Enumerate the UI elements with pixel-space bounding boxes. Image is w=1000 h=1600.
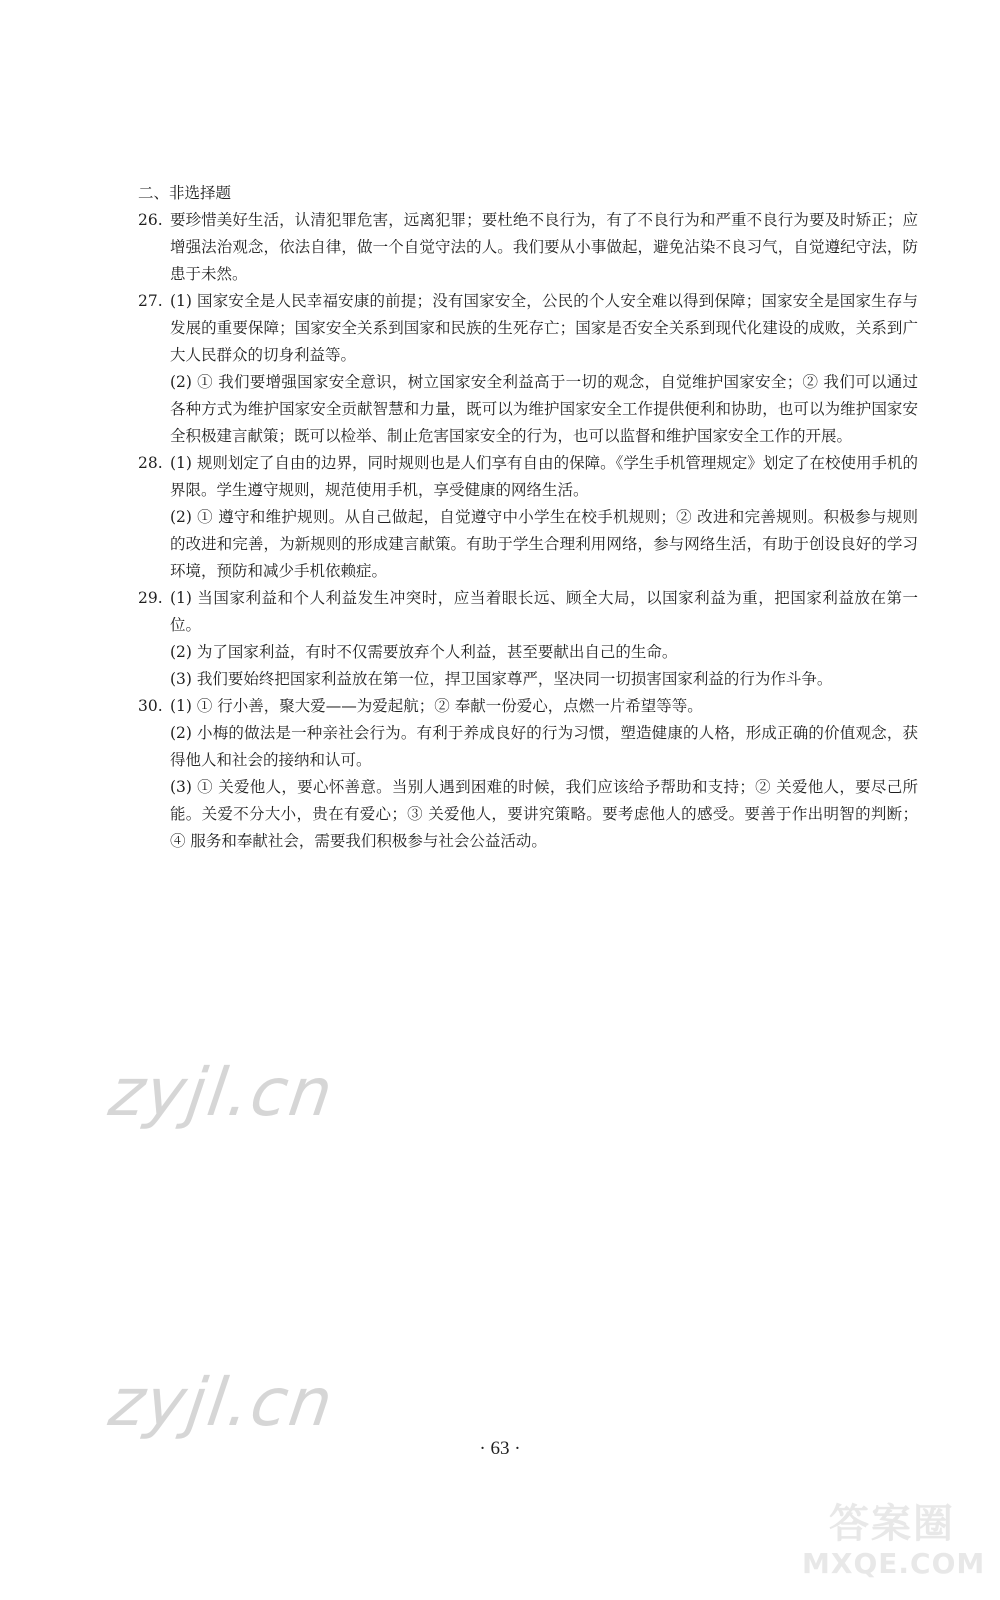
section-title: 二、非选择题 xyxy=(138,184,232,202)
answer-part: (1) 当国家利益和个人利益发生冲突时，应当着眼长远、顾全大局，以国家利益为重，把国家利益放在第一位。 xyxy=(170,589,918,634)
watermark-text: zyjl.cn xyxy=(104,1054,339,1131)
question-number: 29. xyxy=(138,589,163,607)
site-logo-watermark xyxy=(802,1500,986,1586)
answer-part: (2) ① 我们要增强国家安全意识，树立国家安全利益高于一切的观念，自觉维护国家安全；② 我们可以通过各种方式为维护国家安全贡献智慧和力量，既可以为维护国家安全工作提供便利和协助，也可以为维护国家安全积极建言献策；既可以检举、制止危害国家安全的行为，也可以监督和维护国家安全工作的开展。 xyxy=(170,373,918,445)
answer-part: (1) 国家安全是人民幸福安康的前提；没有国家安全，公民的个人安全难以得到保障；国家安全是国家生存与发展的重要保障；国家安全关系到国家和民族的生死存亡；国家是否安全关系到现代化建设的成败，关系到广大人民群众的切身利益等。 xyxy=(170,292,918,364)
answer-part: (2) 为了国家利益，有时不仅需要放弃个人利益，甚至要献出自己的生命。 xyxy=(170,643,678,661)
logo-top-text: 答案圈 xyxy=(829,1501,955,1547)
question-number: 30. xyxy=(138,697,163,715)
answer-part: (3) ① 关爱他人，要心怀善意。当别人遇到困难的时候，我们应该给予帮助和支持；② 关爱他人，要尽己所能。关爱不分大小，贵在有爱心；③ 关爱他人，要讲究策略。要考虑他人的感受。要善于作出明智的判断；④ 服务和奉献社会，需要我们积极参与社会公益活动。 xyxy=(170,778,918,850)
answer-content xyxy=(138,180,918,855)
question-27 xyxy=(138,288,918,450)
answer-part: (2) ① 遵守和维护规则。从自己做起，自觉遵守中小学生在校手机规则；② 改进和完善规则。积极参与规则的改进和完善，为新规则的形成建言献策。有助于学生合理利用网络，参与网络生活，有助于创设良好的学习环境，预防和减少手机依赖症。 xyxy=(170,508,918,580)
answer-part: (2) 小梅的做法是一种亲社会行为。有利于养成良好的行为习惯，塑造健康的人格，形成正确的价值观念，获得他人和社会的接纳和认可。 xyxy=(170,724,918,769)
answer-part: (1) ① 行小善，聚大爱——为爱起航；② 奉献一份爱心，点燃一片希望等等。 xyxy=(170,697,703,715)
watermark-text: zyjl.cn xyxy=(104,1364,339,1441)
answer-part: (3) 我们要始终把国家利益放在第一位，捍卫国家尊严，坚决同一切损害国家利益的行为作斗争。 xyxy=(170,670,833,688)
question-number: 27. xyxy=(138,292,163,310)
logo-bottom-text: MXQE.COM xyxy=(802,1547,986,1580)
answer-part: (1) 规则划定了自由的边界，同时规则也是人们享有自由的保障。《学生手机管理规定》划定了在校使用手机的界限。学生遵守规则，规范使用手机，享受健康的网络生活。 xyxy=(170,454,918,499)
question-30 xyxy=(138,693,918,855)
answer-part: 要珍惜美好生活，认清犯罪危害，远离犯罪；要杜绝不良行为，有了不良行为和严重不良行为要及时矫正；应增强法治观念，依法自律，做一个自觉守法的人。我们要从小事做起，避免沾染不良习气，自觉遵纪守法，防患于未然。 xyxy=(170,211,918,283)
question-number: 26. xyxy=(138,211,163,229)
question-29 xyxy=(138,585,918,693)
question-number: 28. xyxy=(138,454,163,472)
page-number: · 63 · xyxy=(479,1438,521,1459)
question-26 xyxy=(138,207,918,288)
question-28 xyxy=(138,450,918,585)
